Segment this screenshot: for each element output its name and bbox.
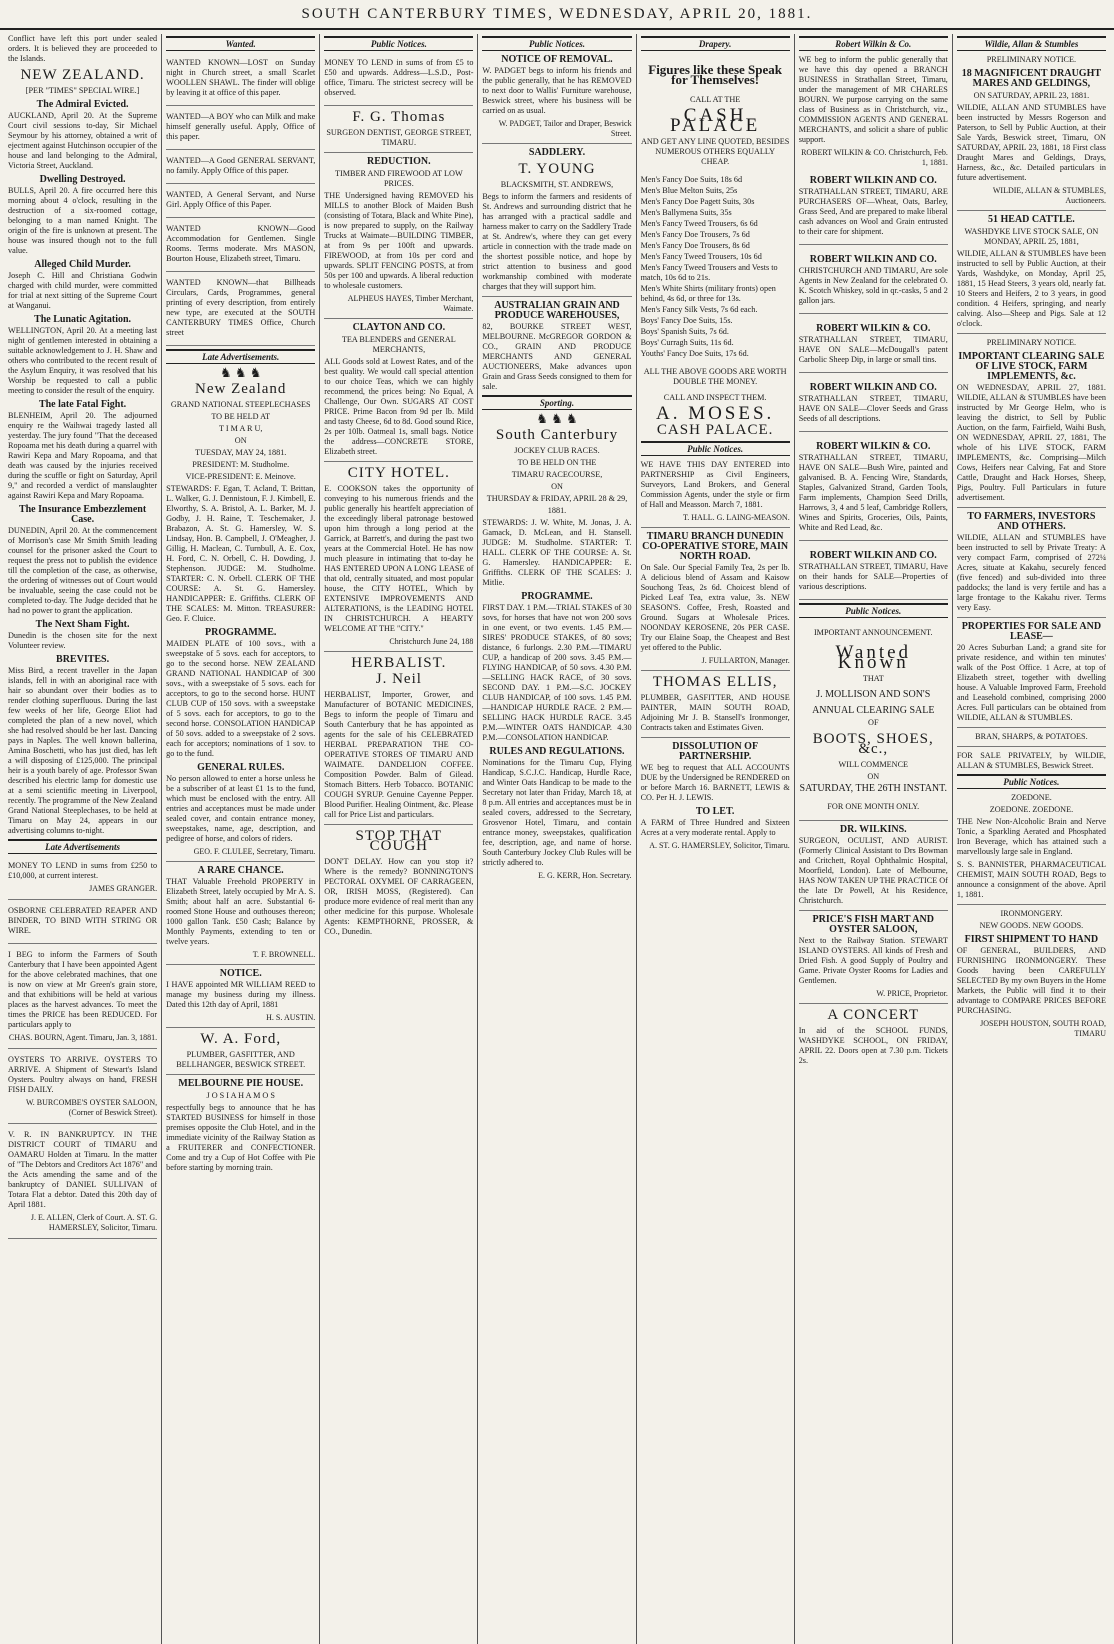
zoedone-body: THE New Non-Alcoholic Brain and Nerve Tonic, a Sparkling Aerated and Phosphated Iron Beverage, which has attained such a marvellously large sale in England. [956,817,1106,856]
ad [8,903,157,944]
young-text: Begs to inform the farmers and residents of St. Andrews and surrounding district that he has arranged with a practical saddle and harness maker to carry on the Saddlery Trade at St. Andrew's, where they can get every article in connection with the trade made on the shortest possible notice, and hope by strict attention to business and good workmanship combined with moderate charges that they will support him. [482,192,632,291]
get-text: AND GET ANY LINE QUOTED, BESIDES NUMEROUS OTHERS EQUALLY CHEAP. [640,137,790,166]
rules-text: Nominations for the Timaru Cup, Flying Handicap, S.C.J.C. Handicap, Hurdle Race, and Winter Oats Handicap to be made to the Secretary not later than Friday, March 18, at 8 p.m. All entries and acceptances must be in sealed covers, addressed to the Secretary, Grosvenor Hotel, Timaru, and contain entrance money, sweepstakes, qualification fee, description, age, and name of horse. South Canterbury Jockey Club Rules will be strictly adhered to. [482,758,632,867]
price-fish-title: PRICE'S FISH MART AND OYSTER SALOON, [812,914,934,935]
column-1 [4,34,162,1644]
gn-officials: STEWARDS: F. Egan, T. Acland, T. Brittan, L. Walker, G. J. Dennistoun, F. J. Kimbell, E. Elworthy, S. A. Bristol, A. L. Barker, M. J. Godby, J. H. Raine, T. Teschemaker, J. Brabazon, A. St. G. Hamersley, W. S. Lindsay, Hon. B. Campbell, J. O'Meagher, J. Gillig, H. Maclean, C. Turnbull, A. E. Cox, H. Ford, C. N. Orbell, C. H. Dowding, J. Stephenson. JUDGE: M. Studholme. STARTER: C. N. Orbell. CLERK OF THE COURSE: A. St. G. Hamersley. HANDICAPPER: E. Griffiths. CLERK OF THE SCALES: M. Mitton. TREASURER: Geo. F. Cluice. [166,484,316,623]
wilkin-ad [799,169,948,245]
nz-title: New Zealand [195,381,287,397]
column-5 [637,34,795,1644]
scjc-line: THURSDAY & FRIDAY, APRIL 28 & 29, [486,494,628,503]
reduction-text: THE Undersigned having REMOVED his MILLS to another Block of Maiden Bush (consisting of Totara, Black and White Pine), is now prepared to supply, on the Railway Trucks at Waimate—BUILDING TIMBER, at from 9s per 100ft and upwards. FIREWOOD, at from 10s per cord and upwards. SPLIT FENCING POSTS, at from 50s per 100 and upwards. A liberal reduction to wholesale customers. [324,191,474,290]
news-item [8,505,157,616]
ad-text: I BEG to inform the Farmers of South Canterbury that I have been appointed Agent for the above celebrated machines, that one is now on view at Mr Green's grain store, and that exhibitions will be held at various places as the harvest advances. To meet the times the PRICE has been REDUCED. For particulars apply to [8,950,158,1029]
money-ad [324,55,473,106]
news-heading: The Admiral Evicted. [36,99,129,110]
notice-text: I HAVE appointed MR WILLIAM REED to manage my business during my illness. Dated this 12th day of April, 1881 [166,980,316,1009]
divider [799,910,948,911]
scjc-line: TO BE HELD ON THE [517,458,597,467]
late-ads-title: Late Advertisements [8,839,157,854]
for-sale-text: FOR SALE PRIVATELY, by WILDIE, ALLAN & STUMBLES, Beswick Street. [956,751,1106,770]
wanted-title: Wanted. [166,36,315,51]
price-item: Youths' Fancy Doe Suits, 17s 6d. [640,349,749,358]
price-item: Men's Fancy Doe Pagett Suits, 30s [640,197,755,206]
reduction-signature: ALPHEUS HAYES, Timber Merchant, Waimate. [347,294,474,313]
wilkin-ad [799,435,948,541]
column-2 [162,34,320,1644]
to-let-text: A FARM of Three Hundred and Sixteen Acres at a very moderate rental. Apply to [640,818,790,837]
to-let-signature: A. ST. G. HAMERSLEY, Solicitor, Timaru. [649,841,790,850]
city-hotel-title: CITY HOTEL. [347,465,450,481]
divider [324,461,473,462]
horse-icon: ♞ ♞ ♞ [536,411,578,426]
coop-text: On Sale. Our Special Family Tea, 2s per lb. A delicious blend of Assam and Kaisow Souchong Teas, 2s 6d. Choicest blend of Picked Leaf Tea, extra value, 3s. NEW SEASON'S. Coffee, Fresh, Roasted and Ground. Sugars at Wholesale Prices. NOONDAY KEROSENE, 20s PER CASE. Try our Elaine Soap, the Cheapest and Best yet offered to the Public. [640,563,790,652]
wilkin-intro: WE beg to inform the public generally that we have this day opened a BRANCH BUSINESS in Strathallan Street, Timaru, under the management of MR CHARLES BOURN. We purpose carrying on the same class of Business as in Christchurch, viz., COMMISSION AGENTS AND GENERAL MERCHANTS, and solicit a share of public support. [798,55,948,144]
coop-title: TIMARU BRANCH DUNEDIN CO-OPERATIVE STORE, MAIN NORTH ROAD. [642,531,789,562]
news-item [8,100,157,171]
farm-text: ON WEDNESDAY, APRIL 27, 1881. WILDIE, ALLAN & STUMBLES have been instructed by Mr George Helm, who is leaving the district, to Sell by Public Auction, on the farm, Fairfield, Waihi Bush, ON WEDNESDAY, APRIL 27, 1881, The whole of his LIVE STOCK, FARM IMPLEMENTS, &c. Comprising—Milch Cows, Heifers near Calving, Fat and Store Cattle, Draught and Hack Horses, Sheep, Pigs, Poultry. Full Particulars in future advertisement. [956,383,1106,502]
important-text: IMPORTANT ANNOUNCEMENT. [813,628,933,637]
news-text: WELLINGTON, April 20. At a meeting last night of gentlemen interested in obtaining a suitable acknowledgement to J. H. Shaw and others who contributed to the recent result of the Asylum Enquiry, it was resolved that his Worship be requested to call a public meeting to consider the result of the enquiry. [8,326,158,395]
moses-title: A. MOSES. [655,403,775,424]
scjc-line: 1881. [547,506,567,515]
grain-text: 82, BOURKE STREET WEST, MELBOURNE. McGREGOR GORDON & CO., GRAIN AND PRODUCE MERCHANTS AND GENERAL AUCTIONEERS, Make advances upon Grain and Grass Seeds consigned to them for sale. [482,322,632,391]
divider [957,904,1106,905]
price-item: Boys' Curragh Suits, 11s 6d. [640,338,734,347]
rules-signature: E. G. KERR, Hon. Secretary. [538,871,632,880]
news-heading: The late Fatal Fight. [38,399,127,410]
ad [8,947,157,1049]
coop-signature: J. FULLARTON, Manager. [701,656,790,665]
news-text: BULLS, April 20. A fire occurred here this morning about 4 o'clock, resulting in the destruction of a six-roomed cottage, belonging to a man named Knight. The origin of the fire is unknown at present. The house was insured though not to the full value. [8,186,158,255]
ad-text: WANTED, A General Servant, and Nurse Girl. Apply Office of this Paper. [166,190,316,209]
saturday-text: SATURDAY, THE 26TH INSTANT. [799,783,947,794]
public-notices-title: Public Notices. [641,441,790,456]
to-let-title: TO LET. [695,806,735,817]
of-text: OF [868,718,879,727]
rare-text: THAT Valuable Freehold PROPERTY in Elizabeth Street, lately occupied by Mr A. S. Smith; about half an acre. Substantial 6-roomed Stone House and outhouses thereon; 1000 gallon Tank. £50 Cash; Balance by Monthly Payments, extending to ten or twelve years. [166,877,316,946]
price-item: Men's Fancy Doe Trousers, 7s 6d [640,230,750,239]
pie-title: MELBOURNE PIE HOUSE. [178,1078,304,1089]
price-fish-text: Next to the Railway Station. STEWART ISLAND OYSTERS. All kinds of Fresh and Dried Fish. A good Supply of Poultry and Game. Private Oyster Rooms for Ladies and Gentlemen. [798,936,948,985]
column-4 [478,34,636,1644]
section-subtitle: [PER "TIMES" SPECIAL WIRE.] [25,86,140,95]
divider [799,820,948,821]
partnership-text: WE HAVE THIS DAY ENTERED into PARTNERSHIP as Civil Engineers, Surveyors, Land Brokers, and General Commission Agents, under the style or firm of Hall and Measson. March 7, 1881. [640,460,790,509]
divider [641,670,790,671]
masthead [0,0,1114,30]
masthead-text: SOUTH CANTERBURY TIMES, WEDNESDAY, APRIL 20, 1881. [301,5,813,22]
news-heading: The Insurance Embezzlement Case. [18,504,147,525]
rare-title: A RARE CHANCE. [197,865,284,876]
divider [957,333,1106,334]
news-item [8,315,157,396]
removal-text: W. PADGET begs to inform his friends and the public generally, that he has REMOVED to next door to Wallis' Furniture warehouse, Beswick street, where his business will be carried on as usual. [482,66,632,115]
column-3 [320,34,478,1644]
price-item: Men's Ballymena Suits, 35s [640,208,732,217]
ad-text: WANTED—A BOY who can Milk and make himself generally useful. Apply, Office of this paper. [166,112,316,141]
price-item: Boys' Fancy Doe Suits, 15s. [640,316,733,325]
ad-signature: J. E. ALLEN, Clerk of Court. A. ST. G. HAMERSLEY, Solicitor, Timaru. [30,1213,158,1232]
herbalist-text: HERBALIST, Importer, Grower, and Manufacturer of BOTANIC MEDICINES, Begs to inform the people of Timaru and South Canterbury that he has appointed as agents for the sale of his CELEBRATED HERBAL PREPARATION THE CO-OPERATIVE STORES OF TIMARU AND WAIMATE. DANDELION COFFEE. Composition Powder. Balm of Gilead. Stomach Bitters. Herb Tobacco. BOTANIC COUGH SYRUP. Genuine Cayenne Pepper. Blood Purifier. Healing Ointment, &c. Please call for Price List and particulars. [324,690,474,819]
ad-text: STRATHALLAN STREET, TIMARU, Have on their hands for SALE—Properties of various descriptions. [798,562,948,591]
divider [957,507,1106,508]
rules-signature: GEO. F. CLULEE, Secretary, Timaru. [193,847,316,856]
news-item [8,400,157,501]
ad-text: WANTED KNOWN—Good Accommodation for Gentlemen. Single Rooms. Terms moderate. Mrs MASON, Bourton House, Elizabeth street, Timaru. [166,224,316,263]
ad-heading: ROBERT WILKIN AND CO. [809,254,937,265]
ad [8,1052,157,1124]
wanted-ad [166,55,315,106]
gn-line: TUESDAY, MAY 24, 1881. [195,448,287,457]
divider [482,296,631,297]
notice-title: NOTICE. [219,968,262,979]
price-item: Men's Blue Melton Suits, 25s [640,186,738,195]
news-item [8,175,157,256]
news-text: DUNEDIN, April 20. At the commencement of Morrison's case Mr Smith Smith leading counsel for the prisoner asked the Court to request the press not to publish the evidence till the completion of the case, as otherwise, the ordering of witnesses out of Court would be invaluable, seeing the case could not be completed to-day. The Judge decided that he had no power to grant the application. [8,526,158,615]
new-goods-text: NEW GOODS. NEW GOODS. [979,921,1084,930]
concert-text: In aid of the SCHOOL FUNDS, WASHDYKE SCHOOL, ON FRIDAY, APRIL 22. Doors open at 7.30 p.m. Tickets 2s. [798,1026,948,1065]
rules-title: RULES AND REGULATIONS. [489,746,625,757]
ellis-title: THOMAS ELLIS, [652,674,778,690]
wanted-ad [166,275,315,346]
cattle-title: 51 HEAD CATTLE. [988,214,1075,225]
ad-heading: ROBERT WILKIN AND CO. [809,550,937,561]
wanted-ad [166,153,315,184]
price-list [641,175,790,359]
zoedone-text: ZOEDONE. ZOEDONE. [989,805,1074,814]
worth-text: ALL THE ABOVE GOODS ARE WORTH DOUBLE THE MONEY. [643,367,787,386]
mag-text: WILDIE, ALLAN AND STUMBLES have been instructed by Messrs Rogerson and Paterson, to Sell by Public Auction, at their Sale Yards, Beswick street, Timaru, ON SATURDAY, APRIL 23, 1881, 18 First class Draught Mares and Geldings, Drays, Harness, &c., &c. Detailed particulars in future advertisement. [956,103,1106,182]
ad [8,858,157,900]
gn-line: VICE-PRESIDENT: E. Meinove. [185,472,296,481]
farm-title: IMPORTANT CLEARING SALE OF LIVE STOCK, FARM IMPLEMENTS, &c. [958,351,1105,382]
news-item [8,620,157,651]
zoedone-text: ZOEDONE. [1011,793,1052,802]
divider [166,964,315,965]
price-item: Men's Fancy Silk Vests, 7s 6d each. [640,305,758,314]
wilkin-ad [799,544,948,600]
first-shipment-signature: JOSEPH HOUSTON, SOUTH ROAD, TIMARU [980,1019,1106,1038]
palace-title: CASH PALACE. [656,422,774,438]
ad-signature: CHAS. BOURN, Agent. Timaru, Jan. 3, 1881. [8,1033,158,1042]
divider [641,527,790,528]
wilkin-ad [799,376,948,432]
scjc-officials: STEWARDS: J. W. White, M. Jonas, J. A. Gamack, D. McLean, and H. Stansell. JUDGE: M. Studholme. STARTER: T. HALL. CLERK OF THE COURSE: A. St. G. Hamersley. HANDICAPPER: E. Griffiths. CLERK OF THE SCALES: J. Mitlie. [482,518,632,587]
ad-text: STRATHALLAN STREET, TIMARU, HAVE ON SALE—Bush Wire, painted and galvanised. B. A. Fencing Wire, Standards, Staples, Galvanized Strand, Garden Tools, Farm implements, Champion Seed Drills, Harrows, 3, 4 and 5 leaf, Cambridge Rollers, Wines and Spirits, Groceries, Oils, Paints, White and Red Lead, &c. [798,453,948,532]
divider [641,737,790,738]
gn-line: T I M A R U, [218,424,263,433]
divider [324,318,473,319]
news-heading: Dwelling Destroyed. [39,174,126,185]
ironmongery-title: IRONMONGERY. [1000,909,1063,918]
herbalist-title: HERBALIST. [351,655,447,671]
price-item: Men's Fancy Tweed Trousers and Vests to match, 10s 6d to 21s. [640,263,778,282]
divider [166,861,315,862]
public-notices-title: Public Notices. [799,603,948,618]
wilkin-title: Robert Wilkin & Co. [799,36,948,51]
ad-heading: ROBERT WILKIN & CO. [816,441,931,452]
wilkin-ad [799,317,948,373]
divider [324,152,473,153]
boots-text: BOOTS, SHOES, &c., [812,731,934,757]
wildie-signature: WILDIE, ALLAN & STUMBLES, Auctioneers. [992,186,1106,205]
bran-text: BRAN, SHARPS, & POTATOES. [975,732,1088,741]
column-6 [795,34,953,1644]
properties-text: 20 Acres Suburban Land; a grand site for private residence, and within ten minutes' walk of the Post Office. 1 Acre, at top of Elizabeth street, together with dwelling house. A Valuable Improved Farm, Freehold and Leasehold combined, comprising 2000 Acres. Full particulars can be obtained from WILDIE, ALLAN & STUMBLES. [956,643,1106,722]
mag-title: 18 MAGNIFICENT DRAUGHT MARES AND GELDINGS, [961,68,1102,89]
wanted-known-title: Wanted Known [835,642,912,673]
ad-text: WANTED KNOWN—that Billheads Circulars, Cards, Programmes, general printing of every description, from entirely new type, are executed at the SOUTH CANTERBURY TIMES Office, Church street [166,278,316,337]
grain-title: AUSTRALIAN GRAIN AND PRODUCE WAREHOUSES, [494,300,620,321]
divider [799,1003,948,1004]
brevites-title: BREVITES. [56,654,110,665]
call-text: CALL AT THE [689,95,741,104]
divider [957,746,1106,747]
cash-palace-title: CASH PALACE [670,105,761,136]
news-text: BLENHEIM, April 20. The adjourned enquiry re the Waihwai tragedy lasted all yesterday. The jury found "That the deceased Ropoama met his death during a quarrel with Rawiri Kepa and Mary Ropoama, and that death was caused by the injuries received during the scuffle or fight on Saturday, April 9," and recorded a verdict of manslaughter against Rawiri Kepa and Mary Ropoama. [8,411,158,500]
wilkin-ad [799,248,948,314]
ad-text: MONEY TO LEND in sums from £250 to £10,000, at current interest. [8,861,158,880]
city-hotel-text: E. COOKSON takes the opportunity of conveying to his numerous friends and the public generally his heartfelt appreciation of the exceedingly liberal patronage bestowed upon him through a long period at the Garrick, at Barrett's, and during the past two years at the Commercial Hotel. He has now much pleasure in intimating that to-day he HAS ENTERED UPON A LONG LEASE of that old, centrally situated, and most popular house, the CITY HOTEL, Which by EXTENSIVE IMPROVEMENTS AND ALTERATIONS, is the LEADING HOTEL IN CHRISTCHURCH. A HEARTY WELCOME AT THE "CITY." [324,484,474,633]
pie-text: respectfully begs to announce that he has STARTED BUSINESS for himself in those premises opposite the Club Hotel, and in the immediate vicinity of the Railway Station as a FRUITERER and CONFECTIONER. Come and try a Cup of Hot Coffee with Pie before starting by morning train. [166,1103,316,1172]
dissolution-text: WE beg to request that ALL ACCOUNTS DUE by the Undersigned be RENDERED on or before March 16. BARNETT, LEWIS & CO. Per H. J. LEWIS. [640,763,790,802]
ad-text: V. R. IN BANKRUPTCY. IN THE DISTRICT COURT of TIMARU and OAMARU Holden at Timaru. In the matter of "The Debtors and Creditors Act 1876" and the Acts amending the same and of the bankruptcy of DANIEL SULLIVAN of Totara Flat a debtor. Dated this 20th day of April 1881. [8,1130,158,1209]
partnership-signature: T. HALL. G. LAING-MEASON. [682,513,790,522]
news-text: Dunedin is the chosen site for the next Volunteer review. [8,631,158,650]
figures-headline: Figures like these Speak for Themselves! [648,62,782,87]
invest-text: WILDIE, ALLAN and STUMBLES have been instructed to sell by Private Treaty: A very compact Farm, comprised of 272¼ Acres, situate at Kakahu, securely fenced (five fenced) and sub-divided into three paddocks; the land is very fertile and has a large frontage to the Kakahu river. Terms very Easy. [956,533,1106,612]
inspect-text: CALL AND INSPECT THEM. [663,393,767,402]
intro-text: Conflict have left this port under sealed orders. It is believed they are proceeded to the Islands. [8,34,158,63]
dentist-title: F. G. Thomas [352,109,446,125]
price-item: Men's Fancy Doe Trousers, 8s 6d [640,241,750,250]
programme-text: FIRST DAY. 1 P.M.—TRIAL STAKES of 30 sovs, for horses that have not won 200 sovs in one event, or two events. 1.45 P.M.—SIRES' PRODUCE STAKES, of 80 sovs; distance, 6 furlongs. 2.30 P.M.—TIMARU CUP, a handicap of 200 sovs. 3.45 P.M.—FLYING HANDICAP, of 50 sovs. 4.30 P.M.—SELLING HACK RACE, of 30 sovs. SECOND DAY. 1 P.M.—S.C. JOCKEY CLUB HANDICAP, of 100 sovs. 1.45 P.M.—HANDICAP HURDLE RACE. 2 P.M.—SELLING HACK HURDLE RACE. 3.45 P.M.—WINTER OATS HANDICAP. 4.30 P.M.—CONSOLATION HANDICAP. [482,603,632,742]
drapery-title: Drapery. [641,36,790,51]
rules-title: GENERAL RULES. [197,762,285,773]
ad-text: STRATHALLAN STREET, TIMARU, HAVE ON SALE—McDougall's patent Carbolic Sheep Dip, in large or small tins. [798,335,948,364]
young-title: T. YOUNG [518,161,596,177]
ad-text: STRATHALLAN STREET, TIMARU, ARE PURCHASERS OF—Wheat, Oats, Barley, Grass Seed, And are prepared to make liberal cash advances on Wool and Grain entrusted to their care for shipment. [798,187,948,236]
ad-text: OSBORNE CELEBRATED REAPER AND BINDER, TO BIND WITH STRING OR WIRE. [8,906,158,935]
cough-title: STOP THAT COUGH [355,828,443,854]
brevites-text: Miss Bird, a recent traveller in the Japan islands, fell in with an aboriginal race with hair so abundant over their bodies as to render clothing superfluous. During the last few weeks of her life, George Eliot had completed the plan of a new novel, which she had resolved should be her last. Dancing pays in Naples. The well known ballerina, Amina Boschetti, who has just died, has left a will disposing of £125,000. The principal heir is a youth barely of age. Professor Swan described his electric lamp for domestic use at a semi scientific meeting in Liverpool, recently. The programme of the New Zealand Grand National Steeplechases, to be held at Timaru on May 24, appears in our advertising columns to-night. [8,666,158,835]
reduction-title: REDUCTION. [367,156,431,167]
annual-text: ANNUAL CLEARING SALE [812,705,935,716]
removal-title: NOTICE OF REMOVAL. [501,54,613,65]
price-item: Men's Fancy Tweed Trousers, 6s 6d [640,219,758,228]
gn-title: GRAND NATIONAL STEEPLECHASES [170,400,311,409]
that-text: THAT [862,674,884,683]
cattle-text: WILDIE, ALLAN & STUMBLES have been instructed to sell by Public Auction, at their Yards, Washdyke, on Monday, April 25, 1881, 15 Head Steers, 3 years old, nearly fat. 10 Steers and Heifers, 2 to 3 years, in good condition. 4 Heifers, springing, and nearly calving. Also—Sheep and Pigs. Sale at 12 o'clock. [956,249,1106,328]
scjc-line: ON [551,482,563,491]
news-heading: Alleged Child Murder. [34,259,131,270]
columns [0,30,1114,1644]
neil-title: J. Neil [375,671,422,687]
ad-heading: ROBERT WILKIN AND CO. [809,382,937,393]
ford-subtitle: PLUMBER, GASFITTER, AND BELLHANGER, BESWICK STREET. [176,1050,306,1069]
wilkins-title: DR. WILKINS. [839,824,907,835]
ad-text: MONEY TO LEND in sums of from £5 to £50 and upwards. Address—L.S.D., Post-office, Timaru. The strictest secrecy will be observed. [324,58,474,97]
programme-title: PROGRAMME. [521,591,593,602]
gn-line: TO BE HELD AT [211,412,271,421]
gn-line: ON [234,436,247,445]
divider [324,651,473,652]
will-text: WILL COMMENCE [838,760,909,769]
price-fish-signature: W. PRICE, Proprietor. [876,989,948,998]
news-item [8,260,157,311]
first-shipment-title: FIRST SHIPMENT TO HAND [964,934,1099,945]
ad-text: CHRISTCHURCH AND TIMARU, Are sole Agents in New Zealand for the celebrated O. K. Scotch Whiskey, sold in qr.-casks, 5 and 2 gallon jars. [798,266,948,305]
programme-title: PROGRAMME. [205,627,277,638]
rules-text: No person allowed to enter a horse unless he be a subscriber of at least £1 1s to the fund, which must be enclosed with the entry. All entries and acceptances must be made under sealed cover, and contain entrance money, sweepstakes, name, age, description, and pedigree of horse, and colors of riders. [166,774,316,843]
ad-text: OYSTERS TO ARRIVE. OYSTERS TO ARRIVE. A Shipment of Stewart's Island Oysters. Poultry always on hand, FRESH FISH DAILY. [8,1055,158,1094]
price-item: Men's Fancy Doe Suits, 18s 6d [640,175,743,184]
ford-title: W. A. Ford, [200,1031,282,1047]
scjc-subtitle: JOCKEY CLUB RACES. [514,446,600,455]
dissolution-title: DISSOLUTION OF PARTNERSHIP. [672,741,759,762]
scjc-line: TIMARU RACECOURSE, [511,470,603,479]
pie-name: J O S I A H A M O S [206,1091,275,1100]
city-hotel-signature: Christchurch June 24, 188 [389,637,474,646]
ad-signature: W. BURCOMBE'S OYSTER SALOON, (Corner of Beswick Street). [25,1098,158,1117]
news-text: Joseph C. Hill and Christiana Godwin charged with child murder, were committed for trial at next sitting of the Supreme Court at Wanganui. [8,271,158,310]
gn-line: PRESIDENT: M. Studholme. [192,460,290,469]
column-7 [953,34,1110,1644]
divider [166,1074,315,1075]
first-shipment-text: OF GENERAL, BUILDERS, AND FURNISHING IRONMONGERY. These Goods having been CAREFULLY SELECTED By my own Buyers in the Home Markets, the Public will find it to their advantage to COMPARE PRICES BEFORE PURCHASING. [956,946,1106,1015]
price-item: Boys' Spanish Suits, 7s 6d. [640,327,729,336]
reduction-subtitle: TIMBER AND FIREWOOD AT LOW PRICES. [335,169,463,188]
concert-title: A CONCERT [827,1007,920,1023]
clayton-text: ALL Goods sold at Lowest Rates, and of the best quality. We would call special attention to our choice Teas, which we can highly recommend, the prices being: No Equal, A Challenge, Our Own. SUGARS AT COST PRICE. Prime Bacon from 9d per lb. Mild and tasty Cheese, 6d to 8d. Good sound Rice, 2s per 10lb. Oatmeal 1s, small bags. Notice the address—CONCRETE STORE, Elizabeth street. [324,357,474,456]
rare-signature: T. F. BROWNELL. [252,950,316,959]
scjc-title: South Canterbury [495,427,619,443]
wanted-ad [166,109,315,150]
month-text: FOR ONE MONTH ONLY. [827,802,920,811]
preliminary-text: PRELIMINARY NOTICE. [986,55,1077,64]
wilkin-signature: ROBERT WILKIN & CO. Christchurch, Feb. 1, 1881. [801,148,948,167]
clayton-subtitle: TEA BLENDERS and GENERAL MERCHANTS, [341,335,456,354]
divider [957,617,1106,618]
public-notices-title: Public Notices. [482,36,631,51]
price-item: Men's Fancy Tweed Trousers, 10s 6d [640,252,762,261]
ellis-text: PLUMBER, GASFITTER, AND HOUSE PAINTER, MAIN SOUTH ROAD, Adjoining Mr J. B. Stansell's Ironmonger, Contracts taken and Estimates Given. [640,693,790,732]
clayton-title: CLAYTON AND CO. [352,322,446,333]
divider [957,210,1106,211]
divider [957,727,1106,728]
news-heading: The Lunatic Agitation. [34,314,132,325]
public-notices-title: Public Notices. [324,36,473,51]
divider [324,824,473,825]
ad-text: WANTED KNOWN—LOST on Sunday night in Church street, a small Scarlet WOOLLEN SHAWL. The finder will oblige by leaving it at office of this paper. [166,58,316,97]
price-item: Men's White Shirts (military fronts) open behind, 4s 6d, or three for 13s. [640,284,776,303]
programme-text: MAIDEN PLATE of 100 sovs., with a sweepstake of 5 sovs. each for acceptors, to go to the second horse. NEW ZEALAND GRAND NATIONAL HANDICAP of 300 sovs., with a sweepstake of 5 sovs. each for acceptors, to go to the second horse. HUNT CLUB CUP of 150 sovs. with a sweepstake of 5 sovs. each for acceptors, to go to the second horse. CONSOLATION HANDICAP of 50 sovs. added to a sweepstake of 2 sovs. each for acceptors; nominations of 1 sov. to go to the fund. [166,639,316,758]
dentist-subtitle: SURGEON DENTIST, GEORGE STREET, TIMARU. [326,128,472,147]
wildie-title: Wildie, Allan & Stumbles [957,36,1106,51]
ad-text: STRATHALLAN STREET, TIMARU, HAVE ON SALE—Clover Seeds and Grass Seeds of all descriptions. [798,394,948,423]
sporting-title: Sporting. [482,395,631,410]
news-text: AUCKLAND, April 20. At the Supreme Court civil sessions to-day, Sir Michael Seymour by his attorney, obtained a writ of ejectment against Hutchinson occupier of the house and land belonging to the Admiral, Victoria Street, Auckland. [8,111,158,170]
washdyke-text: WASHDYKE LIVE STOCK SALE, ON MONDAY, APRIL 25, 1881, [964,227,1099,246]
wanted-ad [166,187,315,218]
ad-signature: JAMES GRANGER. [89,884,158,893]
mollison-text: J. MOLLISON AND SON'S [816,689,931,700]
saddlery-title: SADDLERY. [528,147,586,158]
mag-date: ON SATURDAY, APRIL 23, 1881. [973,91,1090,100]
bannister-text: S. S. BANNISTER, PHARMACEUTICAL CHEMIST, MAIN SOUTH ROAD, Begs to announce a consignment of the above. April 1, 1881. [956,860,1106,899]
cough-text: DON'T DELAY. How can you stop it? Where is the remedy? BONNINGTON'S PECTORAL OXYMEL OF CARRAGEEN, OR, IRISH MOSS, (Registered). Can produce more evidence of real merit than any other medicine for this purpose. Wholesale Agents: KEMPTHORNE, PROSSER, & CO., Dunedin. [324,857,474,936]
ad [8,1127,157,1239]
on-text: ON [867,772,880,781]
late-ads-title: Late Advertisements. [166,349,315,364]
public-notices-title: Public Notices. [957,774,1106,789]
divider [166,1027,315,1028]
notice-signature: H. S. AUSTIN. [266,1013,316,1022]
section-title: NEW ZEALAND. [20,67,145,83]
ad-text: WANTED—A Good GENERAL SERVANT, no family. Apply Office of this paper. [166,156,316,175]
properties-title: PROPERTIES FOR SALE AND LEASE— [961,621,1102,642]
divider [482,143,631,144]
ad-heading: ROBERT WILKIN & CO. [816,323,931,334]
wanted-ad [166,221,315,272]
preliminary-text: PRELIMINARY NOTICE. [986,338,1077,347]
news-heading: The Next Sham Fight. [35,619,130,630]
invest-title: TO FARMERS, INVESTORS AND OTHERS. [967,511,1096,532]
removal-signature: W. PADGET, Tailor and Draper, Beswick Street. [498,119,632,138]
young-subtitle: BLACKSMITH, ST. ANDREWS, [500,180,614,189]
wilkins-text: SURGEON, OCULIST, AND AURIST. (Formerly Clinical Assistant to Drs Bowman and Critchett, Royal Ophthalmic Hospital, Moorfield, London). Late of Melbourne, HAS NOW TAKEN UP THE PRACTICE Of the late Dr Powell, At his Residence, Christchurch. [798,836,948,905]
horse-icon: ♞ ♞ ♞ [219,365,262,380]
ad-heading: ROBERT WILKIN AND CO. [809,175,937,186]
